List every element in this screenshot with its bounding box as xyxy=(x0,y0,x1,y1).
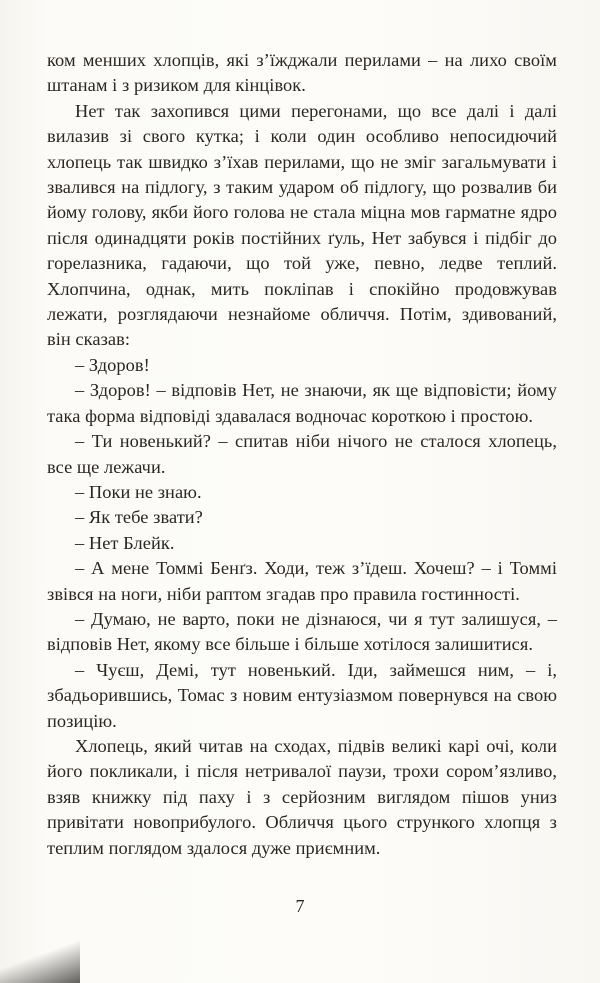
dialog-line-6: – Нет Блейк. xyxy=(75,532,175,553)
dialog-line-7: – А мене Томмі Бенґз. Ходи, теж з’їдеш. Хочеш? – і Томмі звівся на ноги, ніби раптом згадав про правила гостинності. xyxy=(47,558,557,604)
dialog-line-9: – Чуєш, Демі, тут новенький. Іди, займешся ним, – і, збадьорившись, Томас з новим ентузіазмом повернувся на свою позицію. xyxy=(47,659,557,731)
dialog-line-4: – Поки не знаю. xyxy=(75,481,202,502)
page-body-text xyxy=(47,48,557,861)
dialog-line-8: – Думаю, не варто, поки не дізнаюся, чи я тут залишуся, – відповів Нет, якому все більше і більше хотілося залишитися. xyxy=(47,608,557,655)
page-number: 7 xyxy=(295,896,305,916)
paragraph-final: Хлопець, який читав на сходах, підвів великі карі очі, коли його покликали, і після нетривалої паузи, трохи сором’язливо, взяв книжку під паху і з серйозним виглядом пішов униз привітати новоприбулого. Обличчя цього стрункого хлопця з теплим поглядом здалося дуже приємним. xyxy=(47,735,557,858)
dialog-line-5: – Як тебе звати? xyxy=(75,507,203,528)
dialog-line-1: – Здоров! xyxy=(75,354,150,375)
dialog-line-2: – Здоров! – відповів Нет, не знаючи, як ще відповісти; йому така форма відповіді здавалася водночас короткою і простою. xyxy=(47,380,557,426)
paragraph-2: Нет так захопився цими перегонами, що все далі і далі вилазив зі свого кутка; і коли один особливо непосидючий хлопець так швидко з’їхав перилами, що не зміг загальмувати і звалився на підлогу, з таким ударом об підлогу, що розвалив би йому голову, якби його голова не стала міцна мов гарматне ядро після одинадцяти років постійних ґуль, Нет забувся і підбіг до горелазника, гадаючи, що той уже, певно, ледве теплий. Хлопчина, однак, мить покліпав і спокійно продовжував лежати, розглядаючи незнайоме обличчя. Потім, здивований, він сказав: xyxy=(47,100,557,350)
page-corner-shadow xyxy=(0,940,80,983)
dialog-line-3: – Ти новенький? – спитав ніби нічого не сталося хлопець, все ще лежачи. xyxy=(47,431,557,477)
paragraph-1: ком менших хлопців, які з’їжджали перилами – на лихо своїм штанам і з ризиком для кінцівок. xyxy=(47,50,557,96)
